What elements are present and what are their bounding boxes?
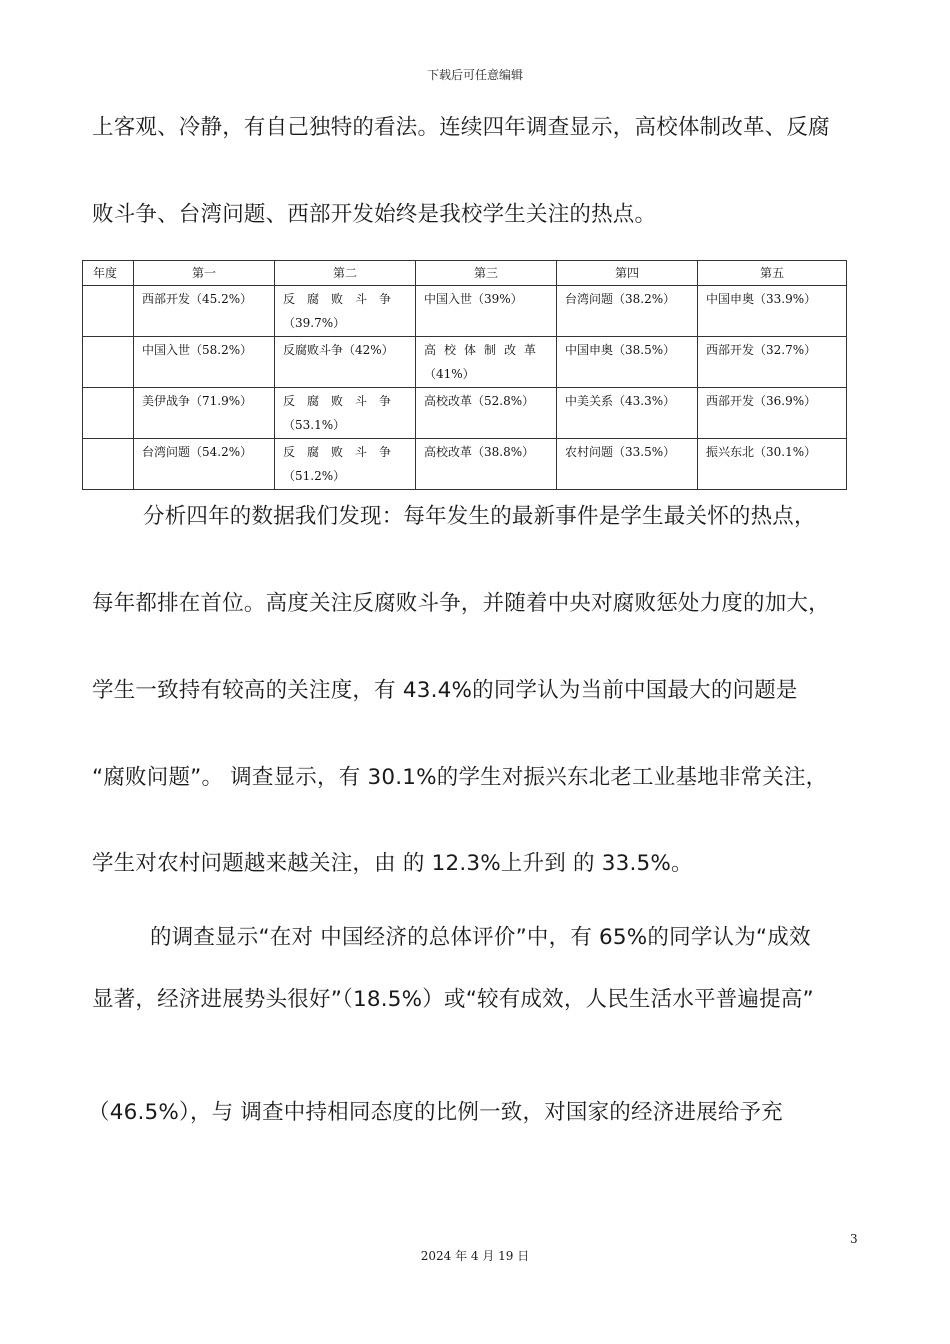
table-header-row [83,261,847,286]
paragraph2-line1: 分析四年的数据我们发现：每年发生的最新事件是学生最关怀的热点， [143,504,816,529]
cell-fifth: 振兴东北（30.1%） [698,439,847,490]
cell-year [83,337,134,388]
paragraph3-line1: 的调查显示“在对 中国经济的总体评价”中，有 65%的同学认为“成效 [150,925,811,950]
cell-second-pct: （39.7%） [283,316,346,330]
table-row [83,337,847,388]
page-header: 下载后可任意编辑 [426,68,523,82]
table-row [83,439,847,490]
cell-fifth: 中国申奥（33.9%） [698,286,847,337]
cell-second-term: 反腐败斗争 [283,292,404,306]
cell-fourth: 中国申奥（38.5%） [557,337,698,388]
cell-fifth: 西部开发（36.9%） [698,388,847,439]
page-number: 3 [850,1232,858,1246]
paragraph2-line5: 学生对农村问题越来越关注，由 的 12.3%上升到 的 33.5%。 [92,851,693,876]
cell-year [83,286,134,337]
cell-fourth: 中美关系（43.3%） [557,388,698,439]
cell-third [416,337,557,388]
cell-fifth: 西部开发（32.7%） [698,337,847,388]
hotspot-table [82,260,847,490]
cell-year [83,388,134,439]
paragraph1-line1: 上客观、冷静，有自己独特的看法。连续四年调查显示，高校体制改革、反腐 [92,115,830,140]
cell-first: 台湾问题（54.2%） [134,439,275,490]
cell-second: 反腐败斗争（42%） [275,337,416,388]
paragraph2-line3: 学生一致持有较高的关注度，有 43.4%的同学认为当前中国最大的问题是 [92,678,798,703]
page-footer-date: 2024 年 4 月 19 日 [420,1249,530,1263]
cell-first: 美伊战争（71.9%） [134,388,275,439]
cell-third-term: 高校体制改革 [424,343,545,357]
cell-fourth: 农村问题（33.5%） [557,439,698,490]
header-second: 第二 [275,261,416,286]
cell-fourth: 台湾问题（38.2%） [557,286,698,337]
table-row [83,388,847,439]
cell-third: 中国入世（39%） [416,286,557,337]
cell-third: 高校改革（52.8%） [416,388,557,439]
cell-third: 高校改革（38.8%） [416,439,557,490]
cell-second-pct: （51.2%） [283,469,346,483]
cell-second [275,286,416,337]
header-fifth: 第五 [698,261,847,286]
cell-first: 中国入世（58.2%） [134,337,275,388]
cell-second-term: 反腐败斗争 [283,445,404,459]
cell-year [83,439,134,490]
paragraph2-line4: “腐败问题”。 调查显示，有 30.1%的学生对振兴东北老工业基地非常关注， [92,765,828,790]
cell-second [275,388,416,439]
paragraph1-line2: 败斗争、台湾问题、西部开发始终是我校学生关注的热点。 [92,202,657,227]
header-fourth: 第四 [557,261,698,286]
cell-second [275,439,416,490]
cell-third-pct: （41%） [424,367,475,381]
header-third: 第三 [416,261,557,286]
paragraph3-line3: （46.5%），与 调查中持相同态度的比例一致，对国家的经济进展给予充 [88,1100,783,1125]
header-year: 年度 [83,261,134,286]
paragraph2-line2: 每年都排在首位。高度关注反腐败斗争，并随着中央对腐败惩处力度的加大， [92,591,830,616]
cell-second-term: 反腐败斗争 [283,394,404,408]
header-first: 第一 [134,261,275,286]
paragraph3-line2: 显著，经济进展势头很好”（18.5%）或“较有成效，人民生活水平普遍提高” [92,987,814,1012]
cell-second-pct: （53.1%） [283,418,346,432]
cell-first: 西部开发（45.2%） [134,286,275,337]
table-row [83,286,847,337]
